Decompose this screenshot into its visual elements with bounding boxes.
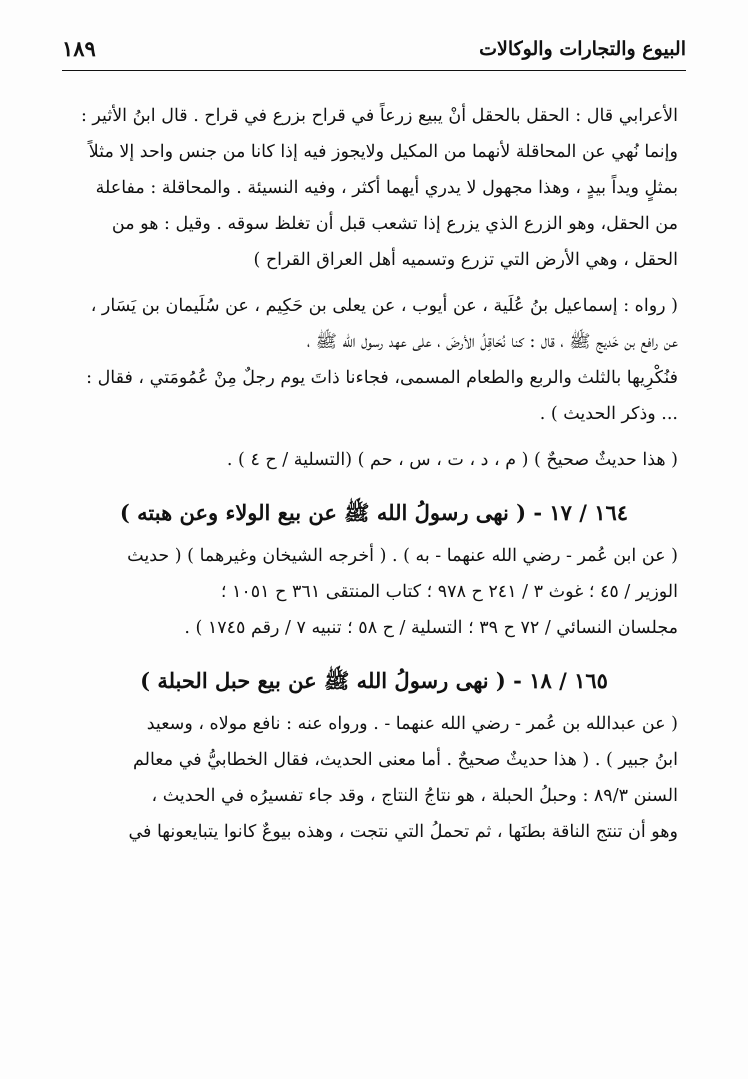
text-line: ( عن ابن عُمر - رضي الله عنهما - به ) . ( أخرجه الشيخان وغيرهما ) ( حديث <box>127 546 678 566</box>
text-line: الحقل ، وهي الأرض التي تزرع وتسميه أهل العراق القراح ) <box>253 250 678 270</box>
page-number: ١٨٩ <box>62 36 96 61</box>
text-line: بمثلٍ ويداً بيدٍ ، وهذا مجهول لا يدري أيهما أكثر ، وفيه النسيئة . والمحاقلة : مفاعلة <box>95 178 678 198</box>
paragraph-ibn-umar-sources <box>70 538 678 646</box>
text-line: عن رافع بن خَديج ﷺ ، قال : كنا نُحَاقِلُ الأرضَ ، على عهد رسول الله ﷺ ، <box>306 332 678 352</box>
page-body <box>70 98 678 860</box>
paragraph-narration-rafi <box>70 288 678 432</box>
page-header <box>62 30 686 80</box>
text-line: ( هذا حديثٌ صحيحٌ ) ( م ، د ، ت ، س ، حم ) (التسلية / ح ٤ ) . <box>226 450 678 470</box>
paragraph-grading <box>70 442 678 478</box>
text-line: السنن ٨٩/٣ : وحبلُ الحبلة ، هو نتاجُ النتاج ، وقد جاء تفسيرُه في الحديث ، <box>151 786 678 806</box>
text-line: وهو أن تنتج الناقة بطنَها ، ثم تحملُ التي نتجت ، وهذه بيوعٌ كانوا يتبايعونها في <box>128 822 678 842</box>
paragraph-ibn-athir-commentary <box>70 98 678 278</box>
text-line: من الحقل، وهو الزرع الذي يزرع إذا تشعب قبل أن تغلظ سوقه . وقيل : هو من <box>111 214 678 234</box>
text-line: الأعرابي قال : الحقل بالحقل أنْ يبيع زرعاً في قراح بزرع في قراح . قال ابنُ الأثير : <box>80 106 678 126</box>
hadith-heading-164: ١٦٤ / ١٧ - ( نهى رسولُ الله ﷺ عن بيع الولاء وعن هبته ) <box>119 500 629 525</box>
text-line: ... وذكر الحديث ) . <box>539 404 678 424</box>
text-line: ( عن عبدالله بن عُمر - رضي الله عنهما - . ورواه عنه : نافع مولاه ، وسعيد <box>146 714 678 734</box>
paragraph-habal-al-habala <box>70 706 678 850</box>
text-line: مجلسان النسائي / ٧٢ ح ٣٩ ؛ التسلية / ح ٥٨ ؛ تنبيه ٧ / رقم ١٧٤٥ ) . <box>184 618 678 638</box>
text-line: ابنُ جبير ) . ( هذا حديثٌ صحيحٌ . أما معنى الحديث، فقال الخطابيُّ في معالم <box>133 750 678 770</box>
text-line: فنُكْرِيها بالثلث والربع والطعام المسمى، فجاءنا ذاتَ يوم رجلٌ مِنْ عُمُومَتي ، فقال : <box>86 368 678 388</box>
text-line: الوزير / ٤٥ ؛ غوث ٣ / ٢٤١ ح ٩٧٨ ؛ كتاب المنتقى ٣٦١ ح ١٠٥١ ؛ <box>220 582 678 602</box>
header-rule <box>62 70 686 71</box>
hadith-heading-165: ١٦٥ / ١٨ - ( نهى رسولُ الله ﷺ عن بيع حبل الحبلة ) <box>140 668 608 693</box>
text-line: ( رواه : إسماعيل بنُ عُلَية ، عن أيوب ، عن يعلى بن حَكِيم ، عن سُلَيمان بن يَسَار ، <box>90 296 678 316</box>
text-line: وإنما نُهي عن المحاقلة لأنهما من المكيل ولايجوز فيه إذا كانا من جنس واحد إلا مثلاً <box>88 142 678 162</box>
running-title: البيوع والتجارات والوكالات <box>479 38 686 60</box>
